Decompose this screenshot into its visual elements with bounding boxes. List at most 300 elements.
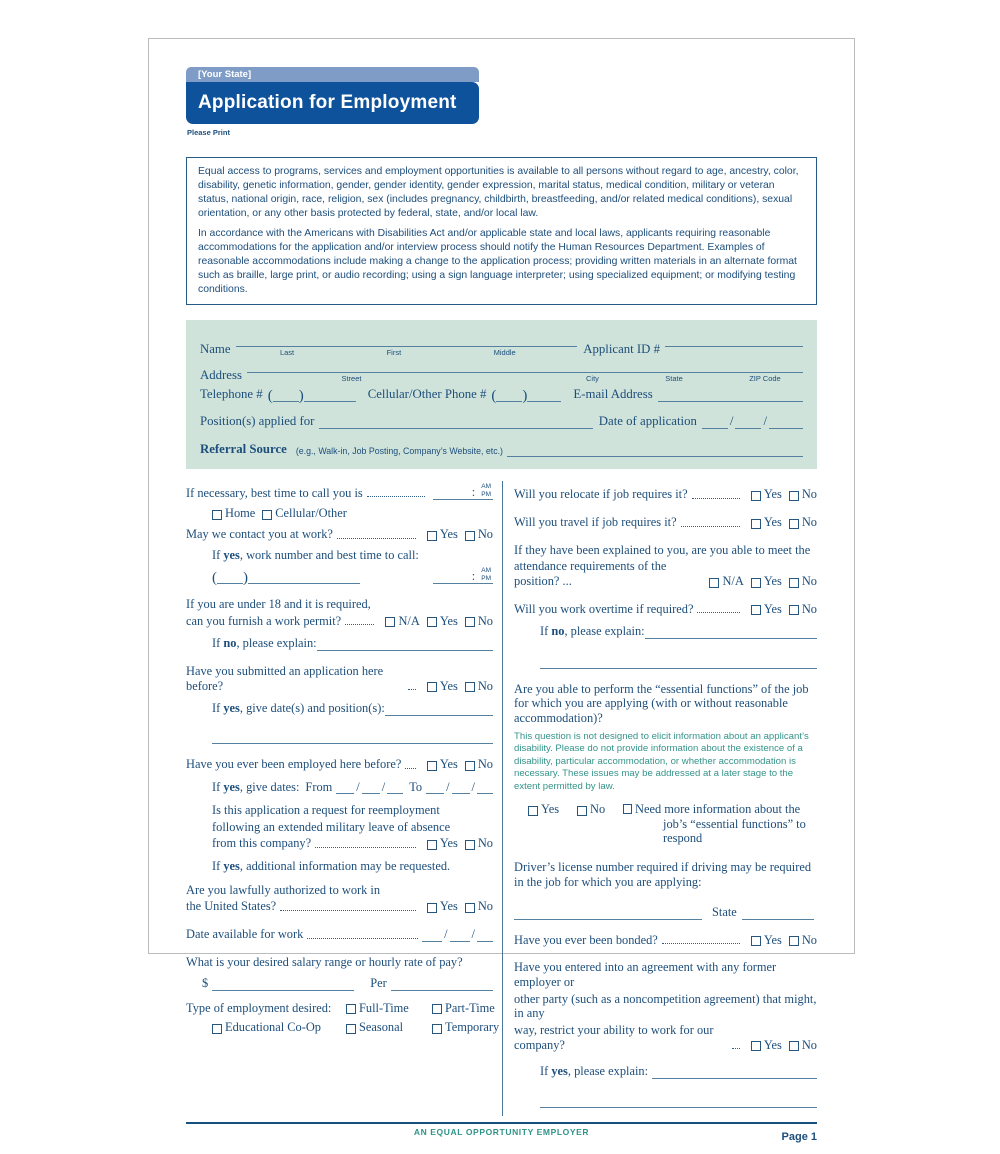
question-text: the United States? <box>186 899 277 914</box>
if-prefix: If <box>212 701 224 716</box>
salary-period-field[interactable] <box>391 977 493 991</box>
leader-dots <box>345 624 374 625</box>
checkbox-icon[interactable] <box>465 903 475 913</box>
text-post: , work number and best time to call: <box>239 547 419 562</box>
license-state-field[interactable] <box>742 906 814 920</box>
essential-functions-options <box>528 802 817 846</box>
additional-info-row <box>212 859 493 874</box>
authorized-line1 <box>186 883 493 898</box>
from-day-field[interactable] <box>362 780 380 794</box>
from-month-field[interactable] <box>336 780 354 794</box>
text-post: , please explain: <box>236 636 317 651</box>
leader-dots <box>692 498 740 499</box>
no-checkbox-option[interactable] <box>465 614 493 629</box>
question-text <box>212 636 317 651</box>
question-text: Is this application a request for reemployment <box>212 803 440 818</box>
checkbox-icon[interactable] <box>528 806 538 816</box>
name-field[interactable] <box>236 333 578 347</box>
no-checkbox-option[interactable] <box>465 899 493 914</box>
no-checkbox-option[interactable] <box>789 574 817 589</box>
contact-at-work-row <box>186 527 493 542</box>
question-text: way, restrict your ability to work for our company? <box>514 1022 714 1052</box>
cellular-other-checkbox-option[interactable] <box>262 506 347 521</box>
option-label: Yes <box>439 756 458 771</box>
referral-source-field[interactable] <box>507 443 803 457</box>
option-label: No <box>801 601 817 616</box>
if-prefix: If <box>212 636 224 651</box>
leader-dots <box>408 689 416 690</box>
from-label: From <box>305 779 333 794</box>
checkbox-icon[interactable] <box>751 1041 761 1051</box>
text-post: , give dates: <box>239 779 300 794</box>
question-text: Have you submitted an application here before? <box>186 664 384 693</box>
colon: : <box>471 484 476 499</box>
salary-question-row <box>186 955 493 970</box>
checkbox-icon[interactable] <box>465 840 475 850</box>
license-number-field[interactable] <box>514 906 702 920</box>
eeo-paragraph-1: Equal access to programs, services and employment opportunities is available to all persons without regard to age, ancestry, color, disability, genetic information, gender, gender identity, gender expression, marital status, medical condition, military or veteran status, national origin, race, religion, sex (includes pregnancy, childbirth, breastfeeding, and/or related medical conditions), sexual orientation, or any other basis protected by federal, state, and/or local law. <box>198 166 799 219</box>
option-label: Yes <box>763 515 782 530</box>
page-title: Application for Employment <box>198 92 457 113</box>
yes-checkbox-option[interactable] <box>427 614 458 629</box>
need-info-line1: Need more information about the <box>635 802 801 817</box>
option-label: Yes <box>541 802 560 817</box>
bonded-row <box>514 933 817 948</box>
to-day-field[interactable] <box>452 780 470 794</box>
yes-checkbox-option[interactable] <box>427 899 458 914</box>
cellular-field[interactable] <box>527 388 561 402</box>
text-post: , please explain: <box>564 624 645 639</box>
noncompete-line2 <box>514 992 817 1021</box>
leader-dots <box>337 538 416 539</box>
question-text: Have you ever been employed here before? <box>186 756 402 771</box>
checkbox-icon[interactable] <box>427 682 437 692</box>
yes-checkbox-option[interactable] <box>751 515 782 530</box>
option-label: Part-Time <box>445 1000 495 1015</box>
from-year-field[interactable] <box>387 780 403 794</box>
question-text: Date available for work <box>186 926 304 941</box>
yes-checkbox-option[interactable] <box>751 574 782 589</box>
slash: / <box>471 926 475 941</box>
address-sublabels <box>247 373 803 383</box>
leader-dots <box>697 612 739 613</box>
question-text <box>212 701 385 716</box>
yes-no-options <box>744 515 817 530</box>
if-prefix: If <box>212 859 224 874</box>
submitted-before-row <box>186 664 493 693</box>
dates-positions-field-2[interactable] <box>212 728 493 744</box>
yes-no-options <box>744 487 817 502</box>
yes-checkbox-option[interactable] <box>427 679 458 694</box>
sub-label-zip: ZIP Code <box>749 374 781 384</box>
yes-no-options <box>744 1038 817 1053</box>
drivers-license-question: Driver’s license number required if driving may be required in the job for which you are applying: <box>514 859 812 889</box>
question-text <box>540 624 645 639</box>
option-label: Full-Time <box>359 1000 409 1015</box>
explain-field[interactable] <box>645 625 817 639</box>
question-text: following an extended military leave of absence <box>212 819 451 834</box>
need-info-label <box>635 802 817 846</box>
work-best-time-field[interactable] <box>433 567 493 584</box>
kw-yes: yes <box>551 1064 568 1079</box>
leader-dots <box>367 496 426 497</box>
attendance-line1 <box>514 543 817 558</box>
overtime-row <box>514 602 817 617</box>
ada-paragraph-2: In accordance with the Americans with Disabilities Act and/or applicable state and local laws, applicants requiring reasonable accommodations for the application and/or interview process should notify the Human Resources Department. Examples of reasonable accommodations include making a change to the application process; providing written materials in an alternate format such as braille, large print, or audio recording; using a sign language interpreter; using specialized equipment; or modifying testing conditions. <box>198 227 797 295</box>
applicant-id-wrap <box>665 333 803 357</box>
sub-label-middle: Middle <box>493 348 516 358</box>
option-label: Yes <box>763 932 782 947</box>
option-label: Cellular/Other <box>275 506 347 521</box>
no-checkbox-option[interactable] <box>789 602 817 617</box>
work-permit-line2 <box>186 614 493 629</box>
work-number-field[interactable] <box>248 570 360 584</box>
best-time-row <box>186 483 493 500</box>
page-number: Page 1 <box>781 1130 817 1143</box>
checkbox-icon[interactable] <box>577 806 587 816</box>
work-permit-line1 <box>186 597 493 612</box>
checkbox-icon[interactable] <box>751 491 761 501</box>
to-month-field[interactable] <box>426 780 444 794</box>
checkbox-icon[interactable] <box>751 936 761 946</box>
checkbox-icon[interactable] <box>751 605 761 615</box>
yes-no-options <box>744 933 817 948</box>
overtime-no-explain-row <box>540 624 817 639</box>
checkbox-icon[interactable] <box>789 578 799 588</box>
question-text: Will you relocate if job requires it? <box>514 487 688 502</box>
please-print-note: Please Print <box>187 128 230 137</box>
checkbox-icon[interactable] <box>465 682 475 692</box>
telephone-label: Telephone # <box>200 387 263 402</box>
explain-field-2[interactable] <box>540 1092 817 1108</box>
yes-no-options <box>420 757 493 772</box>
dollar-sign: $ <box>202 976 209 991</box>
slash: / <box>444 926 448 941</box>
if-prefix: If <box>212 779 224 794</box>
option-label: Yes <box>439 613 458 628</box>
question-text: If they have been explained to you, are you able to meet the <box>514 542 811 557</box>
question-text <box>540 1064 648 1079</box>
am-label: AM <box>481 483 491 491</box>
work-area-code-field[interactable] <box>217 570 243 584</box>
educational-coop-checkbox-option[interactable] <box>212 1020 346 1035</box>
question-text: May we contact you at work? <box>186 527 333 541</box>
option-label: No <box>477 756 493 771</box>
questions-section <box>186 481 817 1115</box>
sub-label-first: First <box>386 348 402 358</box>
yes-checkbox-option[interactable] <box>528 802 559 817</box>
address-row <box>200 359 803 383</box>
relocate-row <box>514 487 817 502</box>
no-checkbox-option[interactable] <box>789 1038 817 1053</box>
yes-checkbox-option[interactable] <box>427 757 458 772</box>
email-field[interactable] <box>658 388 803 402</box>
na-checkbox-option[interactable] <box>385 614 419 629</box>
question-text: If necessary, best time to call you is <box>186 485 363 500</box>
sub-label-last: Last <box>279 348 295 358</box>
explain-field-2[interactable] <box>540 653 817 669</box>
application-month-field[interactable] <box>702 415 728 429</box>
checkbox-icon[interactable] <box>465 531 475 541</box>
no-checkbox-option[interactable] <box>577 802 605 817</box>
work-number-field-row <box>212 567 493 587</box>
lparen: ( <box>267 388 273 405</box>
dates-positions-field[interactable] <box>385 702 493 716</box>
no-checkbox-option[interactable] <box>465 836 493 851</box>
na-yes-no-options <box>702 574 817 589</box>
checkbox-icon[interactable] <box>789 1041 799 1051</box>
no-checkbox-option[interactable] <box>465 679 493 694</box>
leader-dots <box>307 938 418 939</box>
checkbox-icon[interactable] <box>465 761 475 771</box>
option-label: N/A <box>722 573 744 588</box>
na-checkbox-option[interactable] <box>709 574 743 589</box>
attendance-line2 <box>514 559 817 588</box>
checkbox-icon[interactable] <box>789 605 799 615</box>
position-row <box>200 414 803 429</box>
reemployment-line2 <box>212 820 493 835</box>
leader-dots <box>681 526 740 527</box>
cellular-label: Cellular/Other Phone # <box>367 387 487 402</box>
page-content <box>149 39 854 1154</box>
slash: / <box>356 779 360 794</box>
date-available-row <box>186 927 493 942</box>
yes-checkbox-option[interactable] <box>751 933 782 948</box>
option-label: Yes <box>763 573 782 588</box>
state-label: State <box>712 905 737 920</box>
option-label: Seasonal <box>359 1020 404 1035</box>
checkbox-icon[interactable] <box>427 761 437 771</box>
lparen: ( <box>491 388 497 405</box>
option-label: Yes <box>439 836 458 851</box>
text-post: , give date(s) and position(s): <box>239 701 385 716</box>
question-text: Will you travel if job requires it? <box>514 515 677 530</box>
checkbox-icon[interactable] <box>789 491 799 501</box>
lparen: ( <box>212 570 217 587</box>
kw-no: no <box>551 624 565 639</box>
checkbox-icon[interactable] <box>262 510 272 520</box>
questions-right-column <box>502 481 817 1115</box>
to-label: To <box>409 779 423 794</box>
option-label: Yes <box>763 487 782 502</box>
temporary-checkbox-option[interactable] <box>432 1020 499 1035</box>
leader-dots <box>732 1048 740 1049</box>
question-text: other party (such as a noncompetition agreement) that might, in any <box>514 991 817 1021</box>
no-checkbox-option[interactable] <box>465 757 493 772</box>
employment-type-label: Type of employment desired: <box>186 1000 332 1015</box>
eeo-notice-box <box>186 157 817 305</box>
address-field[interactable] <box>247 359 803 373</box>
question-text: from this company? <box>212 836 312 851</box>
checkbox-icon[interactable] <box>212 1024 222 1034</box>
need-info-checkbox-option[interactable] <box>623 802 817 846</box>
kw-yes: yes <box>223 547 240 562</box>
authorized-line2 <box>186 899 493 914</box>
rparen: ) <box>522 388 528 405</box>
kw-yes: yes <box>223 701 240 716</box>
available-year-field[interactable] <box>477 928 493 942</box>
checkbox-icon[interactable] <box>432 1004 442 1014</box>
no-checkbox-option[interactable] <box>465 527 493 542</box>
checkbox-icon[interactable] <box>427 840 437 850</box>
noncompete-yes-explain-row <box>540 1064 817 1079</box>
checkbox-icon[interactable] <box>432 1024 442 1034</box>
yes-checkbox-option[interactable] <box>427 836 458 851</box>
question-text <box>212 780 299 795</box>
date-of-application-label: Date of application <box>598 414 697 429</box>
application-day-field[interactable] <box>735 415 761 429</box>
kw-no: no <box>223 636 237 651</box>
question-text: If you are under 18 and it is required, <box>186 597 371 612</box>
checkbox-icon[interactable] <box>751 519 761 529</box>
option-label: Home <box>225 506 256 521</box>
employment-type-section <box>186 1000 500 1035</box>
work-number-label-row <box>212 548 493 563</box>
position-label: Position(s) applied for <box>200 414 315 429</box>
option-label: No <box>477 527 493 541</box>
explain-field[interactable] <box>652 1065 817 1079</box>
position-field[interactable] <box>319 415 592 429</box>
leader-dots <box>405 768 415 769</box>
slash: / <box>471 779 475 794</box>
application-year-field[interactable] <box>769 415 803 429</box>
checkbox-icon[interactable] <box>623 804 632 814</box>
no-checkbox-option[interactable] <box>789 933 817 948</box>
checkbox-icon[interactable] <box>427 903 437 913</box>
am-pm-label <box>481 483 491 499</box>
seasonal-checkbox-option[interactable] <box>346 1020 432 1035</box>
checkbox-icon[interactable] <box>346 1004 356 1014</box>
option-label: Yes <box>439 527 458 541</box>
license-state-row <box>514 905 817 920</box>
employed-before-row <box>186 757 493 772</box>
yes-checkbox-option[interactable] <box>427 527 458 542</box>
option-label: Temporary <box>445 1020 500 1035</box>
noncompete-line1 <box>514 960 817 989</box>
referral-source-label: Referral Source <box>200 442 287 457</box>
yes-checkbox-option[interactable] <box>751 487 782 502</box>
question-text: can you furnish a work permit? <box>186 613 342 628</box>
leader-dots <box>662 943 740 944</box>
available-day-field[interactable] <box>450 928 470 942</box>
na-yes-no-options <box>378 614 493 629</box>
checkbox-icon[interactable] <box>427 531 437 541</box>
question-text <box>212 859 450 874</box>
yes-no-options <box>420 527 493 542</box>
text-post: , additional information may be requested. <box>239 859 451 874</box>
option-label: N/A <box>398 613 420 628</box>
personal-info-section <box>186 320 817 469</box>
salary-amount-field[interactable] <box>212 977 354 991</box>
checkbox-icon[interactable] <box>751 578 761 588</box>
applicant-id-label: Applicant ID # <box>583 342 660 357</box>
yes-checkbox-option[interactable] <box>751 602 782 617</box>
kw-yes: yes <box>223 779 240 794</box>
slash: / <box>446 779 450 794</box>
yes-checkbox-option[interactable] <box>751 1038 782 1053</box>
question-text: attendance requirements of the position? ... <box>514 559 667 588</box>
checkbox-icon[interactable] <box>709 578 719 588</box>
home-checkbox-option[interactable] <box>212 506 255 521</box>
telephone-field[interactable] <box>304 388 356 402</box>
option-label: No <box>801 515 817 530</box>
employment-dates-row <box>212 780 493 795</box>
if-prefix: If <box>212 547 224 562</box>
address-field-wrap <box>247 359 803 383</box>
state-tag-bar <box>186 67 479 82</box>
sub-label-city: City <box>586 374 599 384</box>
to-year-field[interactable] <box>477 780 493 794</box>
referral-hint: (e.g., Walk-in, Job Posting, Company’s Website, etc.) <box>295 446 503 457</box>
if-prefix: If <box>540 624 552 639</box>
questions-left-column <box>186 481 500 1115</box>
if-prefix: If <box>540 1064 552 1079</box>
best-time-field[interactable] <box>433 483 493 500</box>
option-label: No <box>801 487 817 502</box>
application-form-page <box>148 38 855 1143</box>
call-location-options <box>212 506 493 521</box>
name-field-wrap <box>236 333 578 357</box>
page-footer <box>186 1122 817 1154</box>
reemployment-line3 <box>212 836 493 851</box>
salary-fields-row <box>202 976 493 991</box>
referral-row <box>200 442 803 457</box>
option-label: Yes <box>439 678 458 693</box>
available-month-field[interactable] <box>422 928 442 942</box>
cellular-area-field[interactable] <box>496 388 522 402</box>
option-label: No <box>801 573 817 588</box>
permit-no-explain-row <box>212 636 493 651</box>
checkbox-icon[interactable] <box>346 1024 356 1034</box>
kw-yes: yes <box>223 859 240 874</box>
yes-no-options <box>420 899 493 914</box>
checkbox-icon[interactable] <box>465 617 475 627</box>
name-row <box>200 333 803 357</box>
checkbox-icon[interactable] <box>789 519 799 529</box>
part-time-checkbox-option[interactable] <box>432 1001 499 1016</box>
pm-label: PM <box>481 574 491 582</box>
per-label: Per <box>370 976 387 991</box>
checkbox-icon[interactable] <box>427 617 437 627</box>
option-label: No <box>801 1037 817 1052</box>
address-label: Address <box>200 368 242 383</box>
applicant-id-field[interactable] <box>665 333 803 347</box>
text-post: , please explain: <box>567 1064 649 1079</box>
explain-field[interactable] <box>317 637 493 651</box>
option-label: No <box>477 836 493 851</box>
no-checkbox-option[interactable] <box>789 515 817 530</box>
dates-positions-row <box>212 701 493 716</box>
noncompete-line3 <box>514 1023 817 1052</box>
no-checkbox-option[interactable] <box>789 487 817 502</box>
option-label: No <box>477 678 493 693</box>
form-title-banner <box>186 82 479 124</box>
leader-dots <box>315 847 416 848</box>
full-time-checkbox-option[interactable] <box>346 1001 432 1016</box>
essential-functions-note: This question is not designed to elicit information about an applicant’s disability. Please do not provide information about the existence of a disability, particular accommodation, or whether accommodation is necessary. These issues may be addressed at a later stage to the extent permitted by law. <box>514 730 809 792</box>
telephone-area-field[interactable] <box>273 388 299 402</box>
checkbox-icon[interactable] <box>789 936 799 946</box>
slash: / <box>763 414 767 429</box>
checkbox-icon[interactable] <box>212 510 222 520</box>
checkbox-icon[interactable] <box>385 617 395 627</box>
need-info-line2: job’s “essential functions” to respond <box>663 816 806 846</box>
question-text: Are you lawfully authorized to work in <box>186 882 381 897</box>
yes-no-options <box>420 836 493 851</box>
travel-row <box>514 515 817 530</box>
question-text <box>212 548 419 563</box>
spacer-subs <box>665 347 803 357</box>
